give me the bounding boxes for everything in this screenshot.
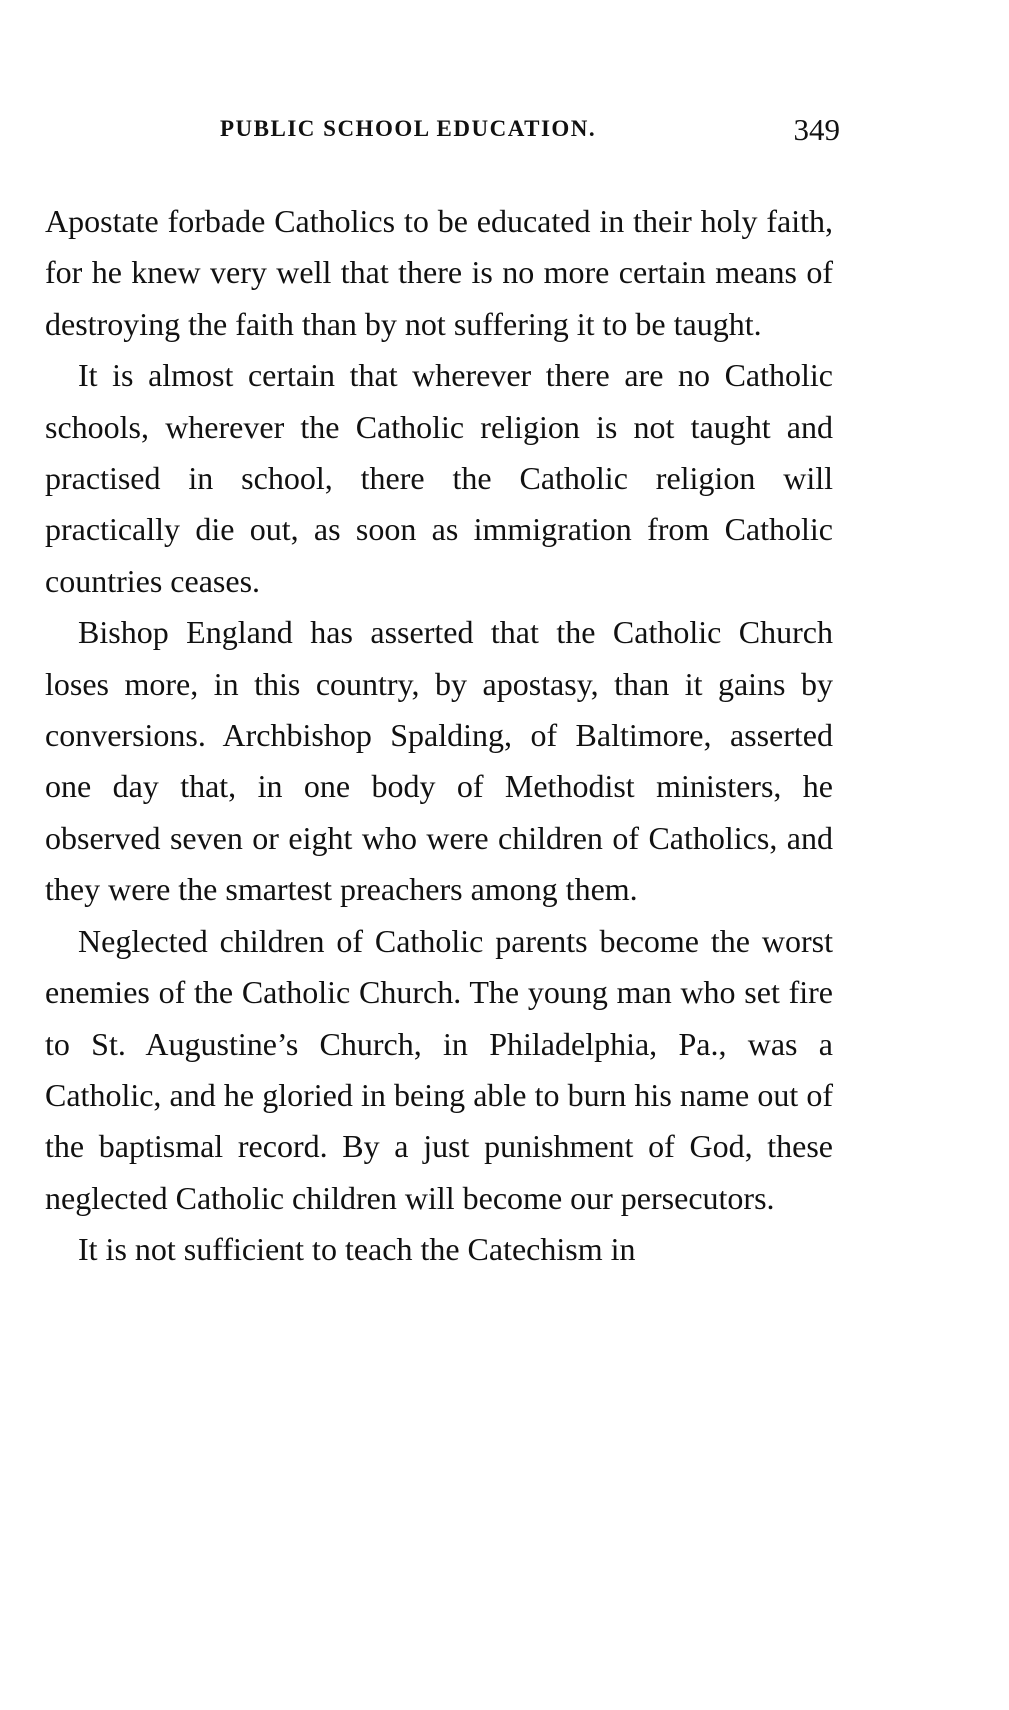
paragraph-catholic-schools: It is almost certain that wherever there are no Catholic schools, wherever the Catholic religion is not taught and practised in school, there the Catholic religion will practically die out, as soon as immigration from Catholic countries ceases. bbox=[45, 357, 833, 599]
paragraph-catechism: It is not sufficient to teach the Catechism in bbox=[78, 1231, 636, 1268]
paragraph-bishop-england: Bishop England has asserted that the Catholic Church loses more, in this country, by apostasy, than it gains by conversions. Archbishop Spalding, of Baltimore, asserted one day that, in one body of Methodist ministers, he observed seven or eight who were children of Catholics, and they were the smartest preachers among them. bbox=[45, 614, 833, 908]
paragraph-neglected-children: Neglected children of Catholic parents become the worst enemies of the Catholic Church. The young man who set fire to St. Augustine’s Church, in Philadelphia, Pa., was a Catholic, and he gloried in being able to burn his name out of the baptismal record. By a just punishment of God, these neglected Catholic children will become our persecutors. bbox=[45, 922, 833, 1216]
body-text bbox=[45, 196, 833, 1276]
running-title: PUBLIC SCHOOL EDUCATION. bbox=[220, 116, 597, 141]
paragraph-continued: Apostate forbade Catholics to be educated in their holy faith, for he knew very well that there is no more certain means of destroying the faith than by not suffering it to be taught. bbox=[45, 203, 833, 342]
page-number: 349 bbox=[793, 112, 840, 147]
running-head bbox=[220, 112, 840, 156]
